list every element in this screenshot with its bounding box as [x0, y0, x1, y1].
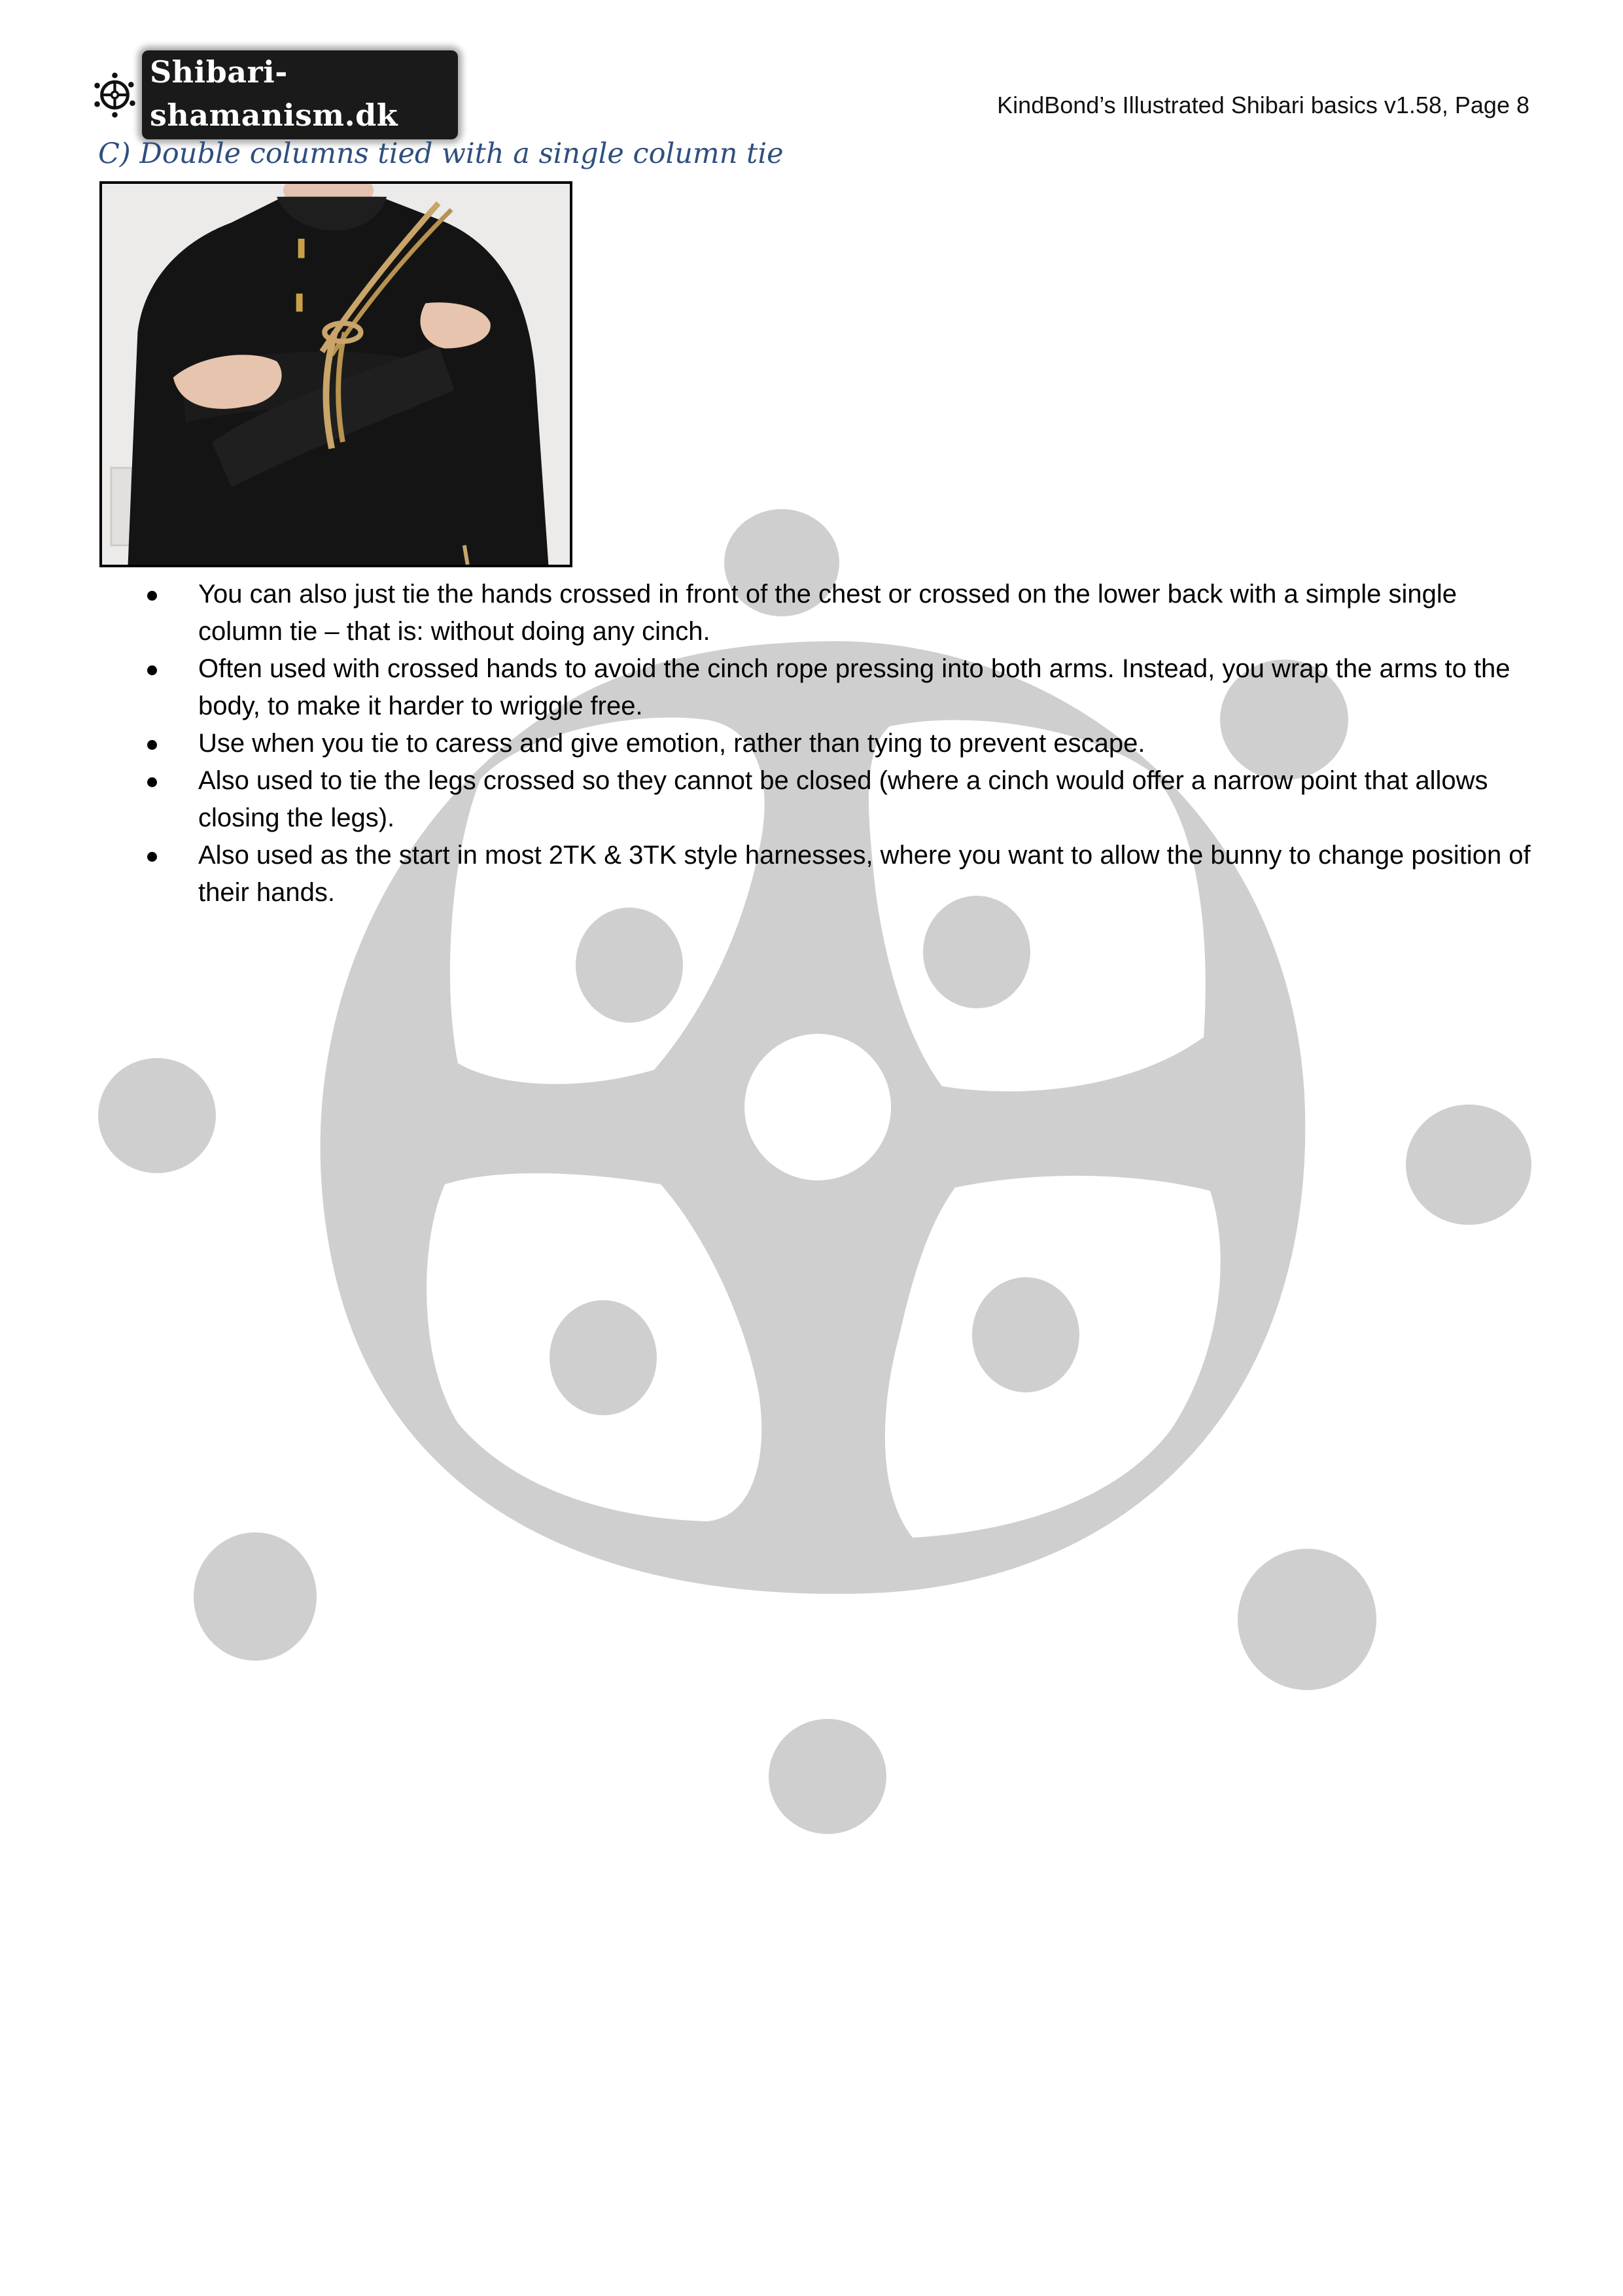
bullet-icon [147, 740, 157, 750]
list-item-text: Also used to tie the legs crossed so they cannot be closed (where a cinch would offer a narrow point that allows closing the legs). [198, 766, 1488, 832]
bullet-icon [147, 665, 157, 675]
list-item-text: Use when you tie to caress and give emotion, rather than tying to prevent escape. [198, 729, 1145, 758]
running-title: KindBond’s Illustrated Shibari basics v1.58, Page 8 [997, 92, 1529, 118]
list-item-text: Often used with crossed hands to avoid the cinch rope pressing into both arms. Instead, you wrap the arms to the body, to make it harder to wriggle free. [198, 654, 1510, 720]
sun-symbol-icon [92, 65, 138, 125]
bullet-icon [147, 852, 157, 862]
list-item-text: You can also just tie the hands crossed in front of the chest or crossed on the lower back with a simple single column tie – that is: without doing any cinch. [198, 580, 1457, 646]
section-title: C) Double columns tied with a single column tie [98, 137, 784, 170]
list-item [147, 837, 1534, 911]
bullet-list [147, 576, 1534, 911]
bullet-icon [147, 591, 157, 601]
bullet-icon [147, 777, 157, 787]
list-item [147, 576, 1534, 650]
site-logo [92, 54, 458, 133]
logo-text: Shibari-shamanism.dk [142, 50, 458, 139]
list-item [147, 762, 1534, 837]
list-item-text: Also used as the start in most 2TK & 3TK style harnesses, where you want to allow the bunny to change position of their hands. [198, 841, 1531, 907]
list-item [147, 725, 1534, 762]
list-item [147, 650, 1534, 725]
photo-hands-crossed-tied [99, 181, 572, 567]
